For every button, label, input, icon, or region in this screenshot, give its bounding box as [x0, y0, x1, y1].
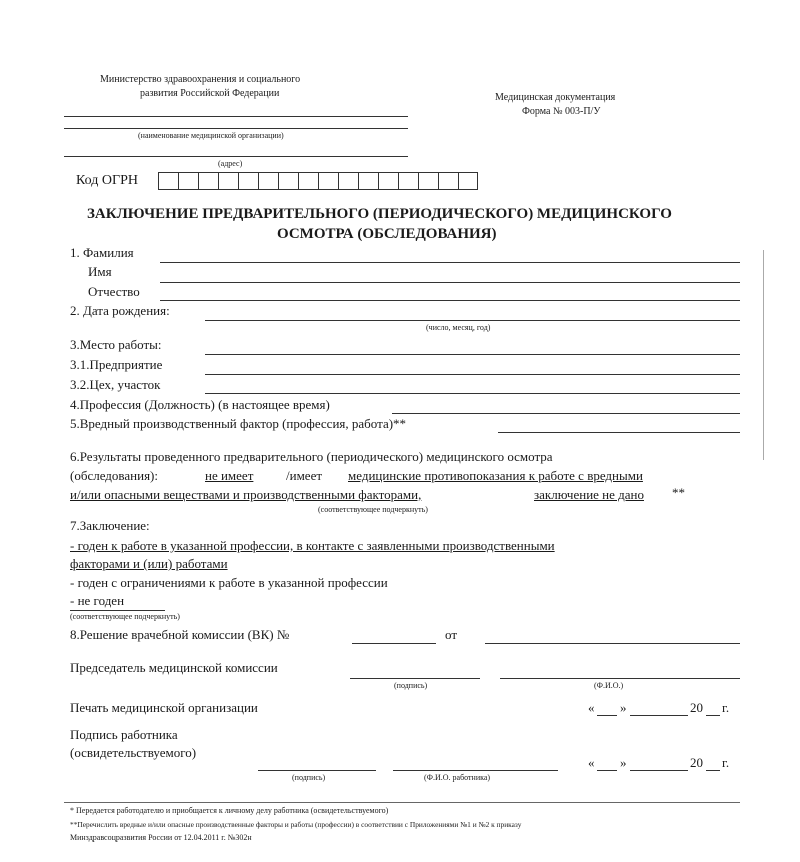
footnote-1: * Передается работодателю и приобщается к личному делу работника (освидетельствуемого) — [70, 806, 389, 815]
profession-line[interactable] — [392, 413, 740, 414]
footnote-2: **Перечислить вредные и/или опасные производственные факторы и работы (профессии) в соответствии с Приложениями №1 и №2 к приказу — [70, 820, 522, 829]
form-title-line2: ОСМОТРА (ОБСЛЕДОВАНИЯ) — [277, 226, 497, 242]
patronymic-line[interactable] — [160, 300, 740, 301]
chairman-label: Председатель медицинской комиссии — [70, 660, 278, 675]
ministry-line1: Министерство здравоохранения и социального — [100, 74, 301, 85]
chairman-fio-line[interactable] — [500, 678, 740, 679]
conclusion-caption: (соответствующее подчеркнуть) — [70, 612, 180, 621]
worker-day-line[interactable] — [597, 770, 617, 771]
address-line — [64, 156, 408, 157]
name-line[interactable] — [160, 282, 740, 283]
surname-line[interactable] — [160, 262, 740, 263]
result-asterisks: ** — [672, 485, 685, 500]
commission-number-line[interactable] — [352, 643, 436, 644]
profession-label: 4.Профессия (Должность) (в настоящее время) — [70, 397, 330, 412]
workplace-label: 3.Место работы: — [70, 337, 162, 352]
worker-date-open: « — [588, 755, 595, 770]
birth-date-caption: (число, месяц, год) — [426, 323, 491, 332]
worker-year: 20 — [690, 755, 703, 770]
commission-decision: 8.Решение врачебной комиссии (ВК) № — [70, 627, 290, 642]
chairman-signature-caption: (подпись) — [394, 681, 428, 690]
department-line[interactable] — [205, 393, 740, 394]
stamp-day-line[interactable] — [597, 715, 617, 716]
result-have[interactable]: /имеет — [286, 468, 323, 483]
ministry-line2: развития Российской Федерации — [140, 88, 280, 99]
form-number: Форма № 003-П/У — [522, 106, 601, 117]
department-label: 3.2.Цех, участок — [70, 377, 161, 392]
results-caption: (соответствующее подчеркнуть) — [318, 505, 428, 514]
right-margin-line — [763, 250, 764, 460]
workplace-line[interactable] — [205, 354, 740, 355]
conclusion-opt3-underline — [70, 610, 165, 611]
worker-date-mid: » — [620, 755, 627, 770]
ogrn-boxes[interactable] — [158, 172, 478, 190]
commission-from: от — [445, 627, 458, 642]
surname-label: 1. Фамилия — [70, 245, 134, 260]
chairman-fio-caption: (Ф.И.О.) — [594, 681, 624, 690]
worker-sign-line2: (освидетельствуемого) — [70, 745, 197, 760]
worker-sign-line1: Подпись работника — [70, 727, 178, 742]
results-line1: 6.Результаты проведенного предварительного (периодического) медицинского осмотра — [70, 449, 553, 464]
conclusion-opt1-line2[interactable]: факторами и (или) работами — [70, 556, 228, 571]
enterprise-line[interactable] — [205, 374, 740, 375]
stamp-date-mid: » — [620, 700, 627, 715]
conclusion-opt2[interactable]: - годен с ограничениями к работе в указанной профессии — [70, 575, 388, 590]
footnote-3: Минздравсоцразвития России от 12.04.2011 г. №302н — [70, 833, 252, 842]
birth-date-line[interactable] — [205, 320, 740, 321]
chairman-signature-line[interactable] — [350, 678, 480, 679]
worker-signature-line[interactable] — [258, 770, 376, 771]
commission-date-line[interactable] — [485, 643, 740, 644]
patronymic-label: Отчество — [88, 284, 140, 299]
conclusion-heading: 7.Заключение: — [70, 518, 150, 533]
conclusion-opt3[interactable]: - не годен — [70, 593, 125, 608]
footnote-divider — [64, 802, 740, 803]
result-contra2[interactable]: и/или опасными веществами и производственными факторами, — [70, 487, 422, 502]
address-caption: (адрес) — [218, 159, 243, 168]
worker-month-line[interactable] — [630, 770, 688, 771]
worker-fio-caption: (Ф.И.О. работника) — [424, 773, 491, 782]
result-contra1[interactable]: медицинские противопоказания к работе с вредными — [348, 468, 643, 483]
conclusion-opt1-line1[interactable]: - годен к работе в указанной профессии, в контакте с заявленными производственными — [70, 538, 555, 553]
worker-fio-line[interactable] — [393, 770, 558, 771]
stamp-date-open: « — [588, 700, 595, 715]
org-name-line — [64, 116, 408, 117]
worker-year-suffix: г. — [722, 755, 730, 770]
worker-year-line[interactable] — [706, 770, 720, 771]
worker-signature-caption: (подпись) — [292, 773, 326, 782]
ogrn-label: Код ОГРН — [76, 173, 138, 188]
name-label: Имя — [88, 264, 112, 279]
doc-type: Медицинская документация — [495, 92, 616, 103]
org-caption: (наименование медицинской организации) — [138, 131, 284, 140]
form-title-line1: ЗАКЛЮЧЕНИЕ ПРЕДВАРИТЕЛЬНОГО (ПЕРИОДИЧЕСКОГО) МЕДИЦИНСКОГО — [87, 206, 672, 222]
stamp-year: 20 — [690, 700, 703, 715]
stamp-label: Печать медицинской организации — [70, 700, 258, 715]
harmful-factor-line[interactable] — [498, 432, 740, 433]
stamp-month-line[interactable] — [630, 715, 688, 716]
stamp-year-line[interactable] — [706, 715, 720, 716]
stamp-year-suffix: г. — [722, 700, 730, 715]
harmful-factor-label: 5.Вредный производственный фактор (профессия, работа)** — [70, 416, 407, 431]
org-name-line-2 — [64, 128, 408, 129]
results-label: (обследования): — [70, 468, 158, 483]
enterprise-label: 3.1.Предприятие — [70, 357, 163, 372]
birth-date-label: 2. Дата рождения: — [70, 303, 170, 318]
result-not-have[interactable]: не имеет — [205, 468, 254, 483]
result-no-conclusion[interactable]: заключение не дано — [534, 487, 644, 502]
